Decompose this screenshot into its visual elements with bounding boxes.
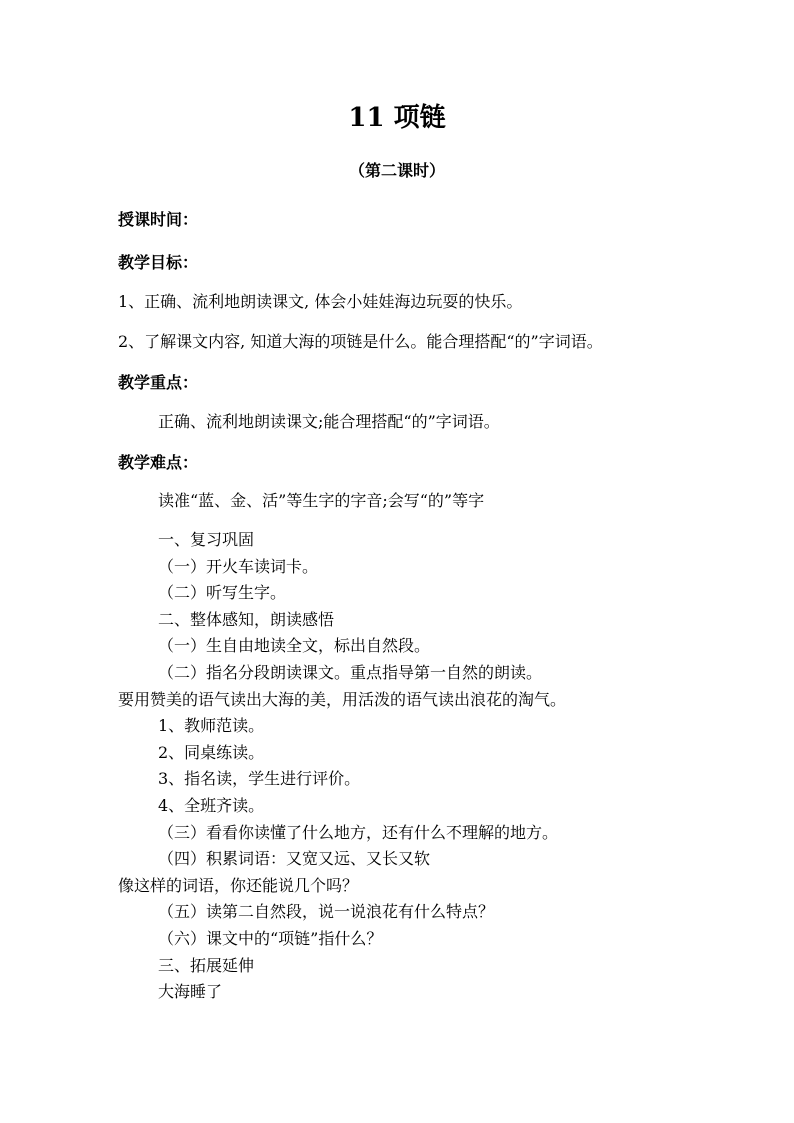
plan-item: 1、教师范读。 <box>158 716 265 736</box>
key-points-text: 正确、流利地朗读课文;能合理搭配“的”字词语。 <box>158 412 500 431</box>
plan-item: （二）指名分段朗读课文。重点指导第一自然的朗读。 <box>158 662 543 682</box>
plan-item: 大海睡了 <box>158 982 223 1002</box>
lesson-period: （第二课时） <box>348 161 445 180</box>
teach-time-label: 授课时间： <box>118 210 199 229</box>
plan-item: （四）积累词语：又宽又远、又长又软 <box>158 849 431 869</box>
difficult-points-text: 读准“蓝、金、活”等生字的字音;会写“的”等字 <box>158 491 485 510</box>
plan-heading-perception: 二、整体感知，朗读感悟 <box>158 609 335 629</box>
plan-item: （六）课文中的“项链”指什么？ <box>158 928 383 948</box>
page-title: 11 项链 <box>348 103 446 133</box>
teaching-process <box>118 527 567 1006</box>
plan-item: （一）开火车读词卡。 <box>158 556 319 576</box>
plan-note: 要用赞美的语气读出大海的美，用活泼的语气读出浪花的淘气。 <box>118 689 567 709</box>
plan-item: （二）听写生字。 <box>158 583 287 603</box>
plan-item: （三）看看你读懂了什么地方，还有什么不理解的地方。 <box>158 822 559 842</box>
plan-heading-review: 一、复习巩固 <box>158 530 255 549</box>
objectives-label: 教学目标： <box>118 253 199 272</box>
plan-item: 4、全班齐读。 <box>158 795 265 815</box>
plan-note: 像这样的词语，你还能说几个吗？ <box>118 875 359 895</box>
plan-item: （一）生自由地读全文，标出自然段。 <box>158 636 431 656</box>
plan-item: 2、同桌练读。 <box>158 742 265 762</box>
objective-item-2: 2、了解课文内容, 知道大海的项链是什么。能合理搭配“的”字词语。 <box>118 332 603 351</box>
key-points-label: 教学重点： <box>118 373 199 392</box>
objective-item-1: 1、正确、流利地朗读课文, 体会小娃娃海边玩耍的快乐。 <box>118 292 523 311</box>
plan-item: 3、指名读，学生进行评价。 <box>158 769 361 789</box>
plan-item: （五）读第二自然段，说一说浪花有什么特点？ <box>158 902 495 922</box>
difficult-points-label: 教学难点： <box>118 453 199 472</box>
plan-heading-extension: 三、拓展延伸 <box>158 955 255 975</box>
